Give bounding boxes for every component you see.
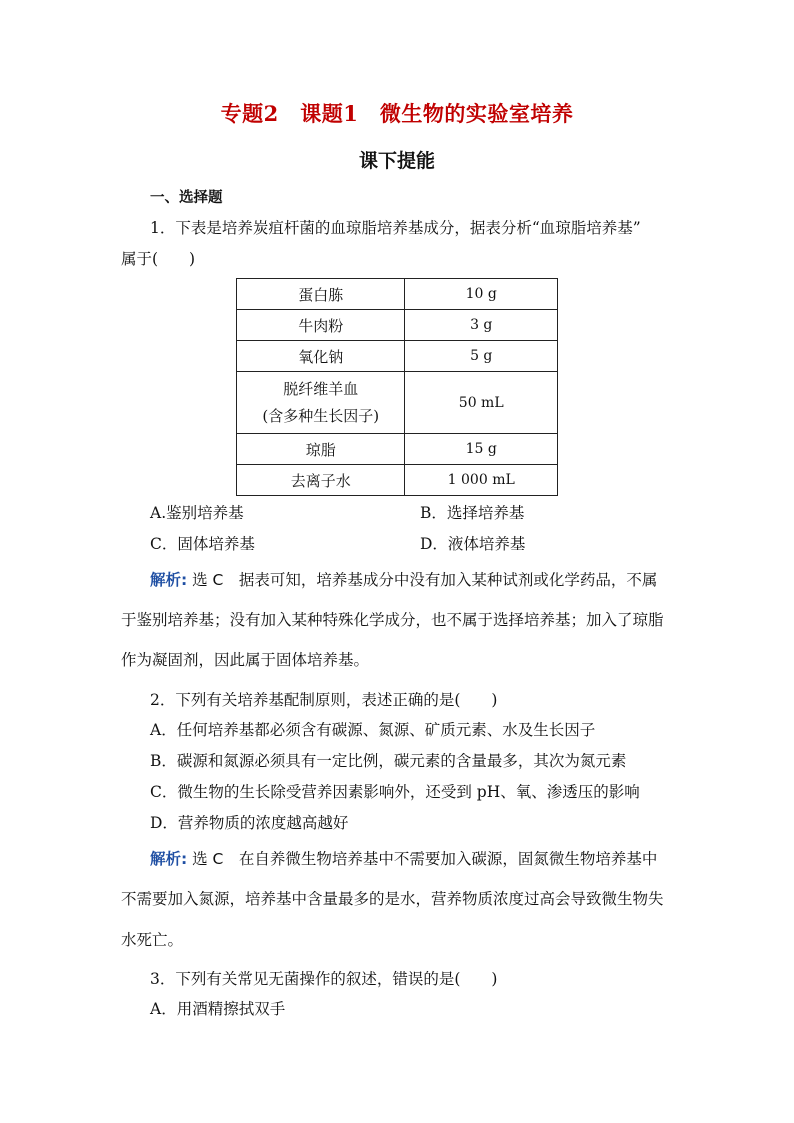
ingredient-amount: 50 mL [405,372,558,434]
table-row [237,434,558,465]
table-row [237,279,558,310]
ingredient-amount: 1 000 mL [405,465,558,496]
q1-analysis-line3: 作为凝固剂，因此属于固体培养基。 [121,651,370,669]
q1-option-b: B．选择培养基 [420,504,525,522]
ingredient-name: 去离子水 [237,465,405,496]
q1-stem-line1: 1．下表是培养炭疽杆菌的血琼脂培养基成分，据表分析“血琼脂培养基” [150,219,641,237]
analysis-label: 解析: [150,571,188,589]
table-row [237,465,558,496]
analysis-text: 选 C 在自养微生物培养基中不需要加入碳源，固氮微生物培养基中 [187,850,658,868]
analysis-text: 选 C 据表可知，培养基成分中没有加入某种试剂或化学药品，不属 [187,571,658,589]
ingredient-name: 牛肉粉 [237,310,405,341]
ingredient-amount: 3 g [405,310,558,341]
q3-option-a: A．用酒精擦拭双手 [150,1000,286,1018]
q2-stem: 2．下列有关培养基配制原则，表述正确的是( ) [150,691,498,709]
section-title: 一、选择题 [150,189,223,206]
q2-analysis-line2: 不需要加入氮源，培养基中含量最多的是水，营养物质浓度过高会导致微生物失 [121,890,664,908]
ingredient-name-line1: 脱纤维羊血 [283,379,359,398]
ingredient-amount: 15 g [405,434,558,465]
ingredient-name: 蛋白胨 [237,279,405,310]
q2-option-d: D．营养物质的浓度越高越好 [150,814,349,832]
ingredient-name [237,372,405,434]
q1-option-d: D．液体培养基 [420,535,526,553]
q1-option-c: C．固体培养基 [150,535,255,553]
q3-stem: 3．下列有关常见无菌操作的叙述，错误的是( ) [150,970,498,988]
ingredient-amount: 5 g [405,341,558,372]
ingredient-name: 琼脂 [237,434,405,465]
q2-option-a: A．任何培养基都必须含有碳源、氮源、矿质元素、水及生长因子 [150,721,596,739]
page-subtitle: 课下提能 [358,150,435,172]
q1-option-a: A.鉴别培养基 [150,504,244,522]
table-row [237,372,558,434]
table-row [237,341,558,372]
q1-stem-line2: 属于( ) [121,250,196,268]
ingredient-amount: 10 g [405,279,558,310]
culture-medium-table [236,278,558,496]
table-row [237,310,558,341]
analysis-label: 解析: [150,850,188,868]
q2-analysis-line1 [150,847,657,869]
q2-option-b: B．碳源和氮源必须具有一定比例，碳元素的含量最多，其次为氮元素 [150,752,627,770]
q2-option-c: C．微生物的生长除受营养因素影响外，还受到 pH、氧、渗透压的影响 [150,783,640,801]
q2-analysis-line3: 水死亡。 [121,931,184,949]
ingredient-name: 氧化钠 [237,341,405,372]
q1-analysis-line2: 于鉴别培养基；没有加入某种特殊化学成分，也不属于选择培养基；加入了琼脂 [121,611,664,629]
page-title: 专题2 课题1 微生物的实验室培养 [220,101,574,126]
q1-analysis-line1 [150,568,657,590]
ingredient-name-line2: (含多种生长因子) [262,406,380,425]
